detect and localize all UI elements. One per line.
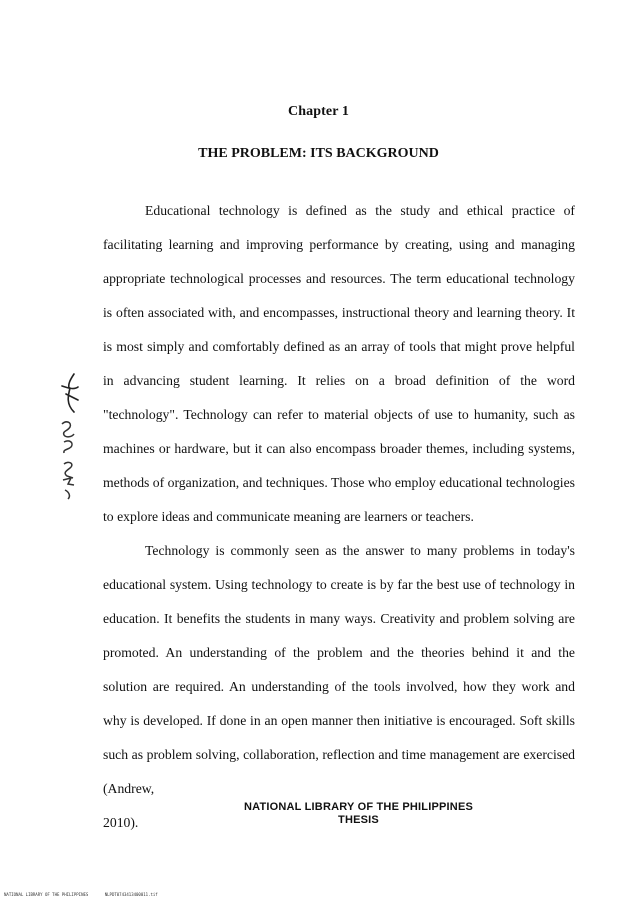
paragraph-2: Technology is commonly seen as the answer to many problems in today's educational system. Using technology to create is by far the best use of technology in education. It benefits the students in many ways. Creativity and problem solving are promoted. An understanding of the problem and the theories behind it and the solution are required. An understanding of the tools involved, how they work and why is developed. If done in an open manner then initiative is encouraged. Soft skills such as problem solving, collaboration, reflection and time management are exercised (Andrew, [103, 543, 575, 796]
stamp-line-1: NATIONAL LIBRARY OF THE PHILIPPINES [243, 801, 474, 813]
footer-library: NATIONAL LIBRARY OF THE PHILIPPINES [4, 892, 89, 897]
scan-footer [4, 892, 172, 897]
library-stamp [40, 801, 637, 827]
chapter-title: THE PROBLEM: ITS BACKGROUND [198, 146, 439, 161]
stamp-line-2: THESIS [338, 814, 379, 826]
chapter-label: Chapter 1 [288, 104, 349, 119]
paragraph-1: Educational technology is defined as the study and ethical practice of facilitating learning and improving performance by creating, using and managing appropriate technological processes and resources. The term educational technology is often associated with, and encompasses, instructional theory and learning theory. It is most simply and comfortably defined as an array of tools that might prove helpful in advancing student learning. It relies on a broad definition of the word "technology". Technology can refer to material objects of use to humanity, such as machines or hardware, but it can also encompass broader themes, including systems, methods of organization, and techniques. Those who employ educational technologies to explore ideas and communicate meaning are learners or teachers. [103, 203, 575, 524]
body-text [103, 194, 575, 840]
footer-filename: NLPDT0743413400011.tif [104, 892, 158, 897]
handwritten-margin-mark [52, 372, 92, 502]
paragraph-2-end: 2010). [103, 815, 139, 830]
